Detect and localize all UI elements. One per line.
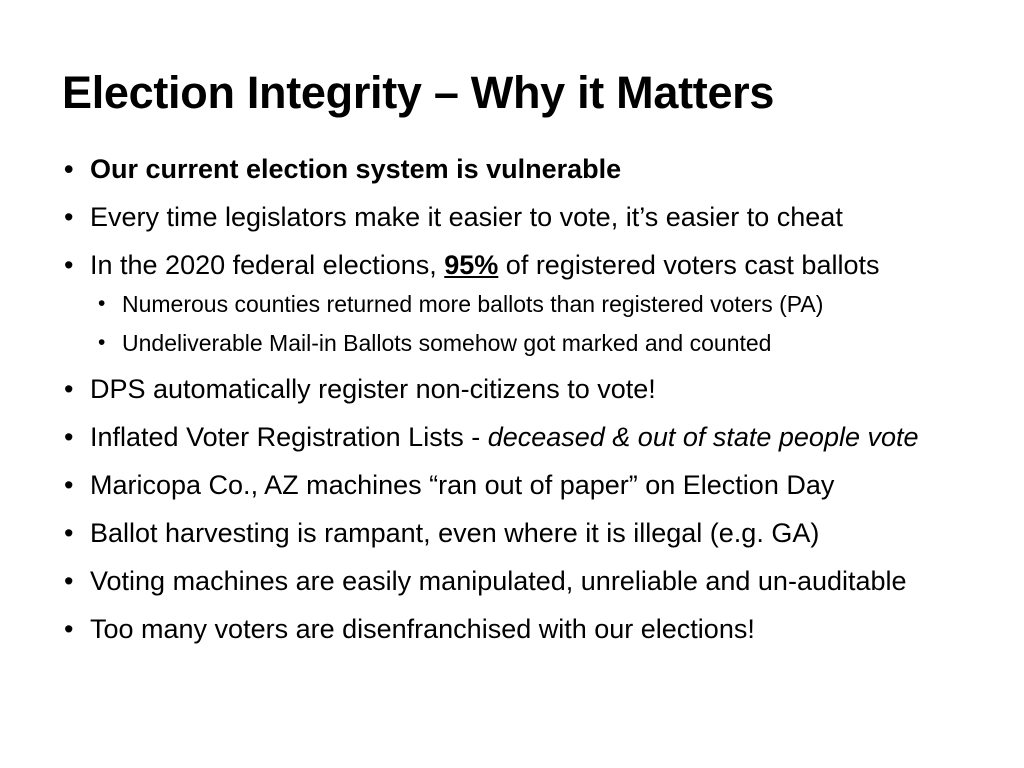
sub-bullet-list (90, 293, 962, 355)
list-item (62, 252, 962, 355)
bullet-list (62, 156, 962, 643)
bullet-dot-icon: • (64, 374, 74, 405)
list-item (62, 156, 962, 183)
sub-list-item-text: Undeliverable Mail-in Ballots somehow got marked and counted (122, 330, 772, 357)
bullet-dot-icon: • (64, 154, 74, 185)
bullet-dot-icon: • (64, 518, 74, 549)
bullet-dot-icon: • (98, 292, 106, 316)
bullet-dot-icon: • (64, 422, 74, 453)
list-item-text-pre: Inflated Voter Registration Lists - (90, 422, 488, 453)
list-item (62, 424, 962, 451)
list-item-emphasis: deceased & out of state people vote (487, 422, 919, 453)
bullet-dot-icon: • (64, 566, 74, 597)
list-item-emphasis: 95% (444, 250, 499, 281)
list-item-text: Our current election system is vulnerable (90, 154, 622, 185)
sub-list-item (90, 293, 962, 316)
sub-list-item (90, 332, 962, 355)
bullet-dot-icon: • (98, 331, 106, 355)
list-item-text: Ballot harvesting is rampant, even where it is illegal (e.g. GA) (90, 518, 820, 549)
bullet-dot-icon: • (64, 470, 74, 501)
list-item (62, 204, 962, 231)
list-item-text: Every time legislators make it easier to vote, it’s easier to cheat (90, 202, 843, 233)
list-item-text-pre: In the 2020 federal elections, (90, 250, 445, 281)
list-item (62, 472, 962, 499)
list-item (62, 520, 962, 547)
bullet-dot-icon: • (64, 202, 74, 233)
page-title: Election Integrity – Why it Matters (62, 67, 775, 118)
list-item-text: Maricopa Co., AZ machines “ran out of paper” on Election Day (90, 470, 835, 501)
list-item (62, 616, 962, 643)
list-item-text: Voting machines are easily manipulated, unreliable and un-auditable (90, 566, 907, 597)
list-item-text: DPS automatically register non-citizens to vote! (90, 374, 656, 405)
list-item-text-post: of registered voters cast ballots (498, 250, 880, 281)
bullet-dot-icon: • (64, 614, 74, 645)
sub-list-item-text: Numerous counties returned more ballots than registered voters (PA) (122, 291, 824, 318)
list-item (62, 568, 962, 595)
bullet-dot-icon: • (64, 250, 74, 281)
list-item-text: Too many voters are disenfranchised with our elections! (90, 614, 755, 645)
list-item (62, 376, 962, 403)
